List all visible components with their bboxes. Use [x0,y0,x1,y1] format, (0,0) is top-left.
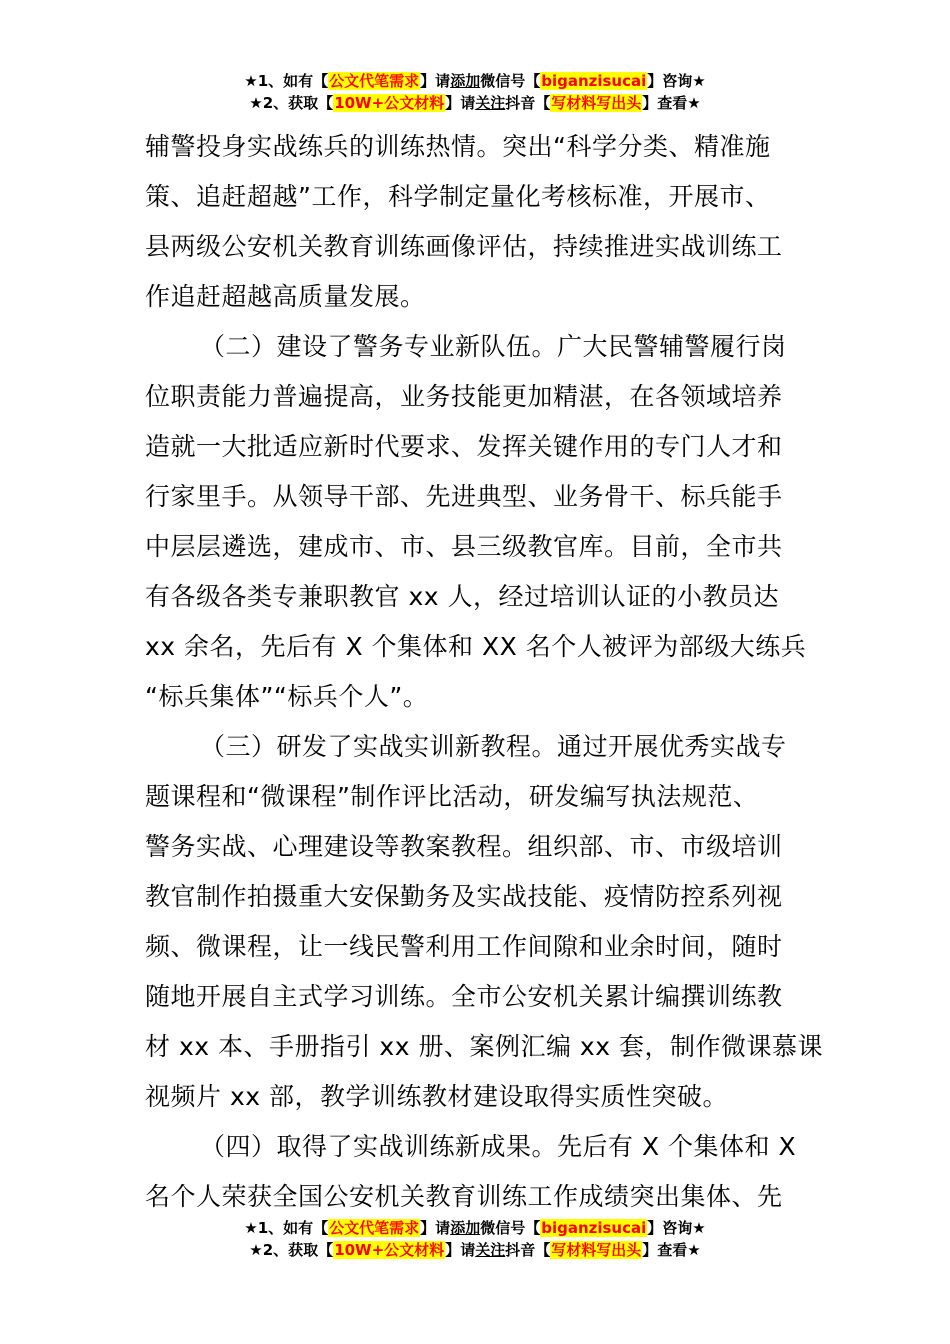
section-heading-3: （三）研发了实战实训新教程。通过开展优秀实战专 [200,732,787,761]
banner-text: 】请 [420,72,451,90]
body-line: 有各级各类专兼职教官 xx 人，经过培训认证的小教员达 [145,582,779,611]
body-line: 名个人荣获全国公安机关教育训练工作成绩突出集体、先 [145,1182,783,1211]
banner-highlight: biganzisucai [541,1219,647,1237]
banner-highlight: 公文代笔需求 [329,72,420,90]
body-line: 作追赶超越高质量发展。 [145,282,426,311]
banner-text: 抖音【 [505,94,551,112]
body-line: 教官制作拍摄重大安保勤务及实战技能、疫情防控系列视 [145,882,783,911]
banner-highlight: 10W+公文材料 [334,1241,445,1259]
banner-text: 】请 [420,1219,451,1237]
body-line: 材 xx 本、手册指引 xx 册、案例汇编 xx 套，制作微课慕课 [145,1032,823,1061]
body-line: xx 余名，先后有 X 个集体和 XX 名个人被评为部级大练兵 [145,632,807,661]
banner-text: ★1、如有【 [244,1219,329,1237]
banner-text: 】查看★ [642,1241,701,1259]
banner-underline: 关注 [475,94,506,112]
banner-underline: 添加 [450,72,481,90]
banner-highlight: 写材料写出头 [551,94,642,112]
banner-text: 】请 [445,1241,476,1259]
banner-text: 抖音【 [505,1241,551,1259]
body-line: 造就一大批适应新时代要求、发挥关键作用的专门人才和 [145,432,783,461]
document-body [145,122,823,1222]
body-line: 行家里手。从领导干部、先进典型、业务骨干、标兵能手 [145,482,783,511]
banner-text: ★1、如有【 [244,72,329,90]
section-heading-2: （二）建设了警务专业新队伍。广大民警辅警履行岗 [200,332,787,361]
section-heading-4: （四）取得了实战训练新成果。先后有 X 个集体和 X [200,1132,797,1161]
banner-text: 】查看★ [642,94,701,112]
body-line: 频、微课程，让一线民警利用工作间隙和业余时间，随时 [145,932,783,961]
body-line: 警务实战、心理建设等教案教程。组织部、市、市级培训 [145,832,783,861]
banner-line-2 [0,92,950,114]
banner-line-1 [0,1217,950,1239]
body-line: “标兵集体”“标兵个人”。 [145,682,429,711]
banner-highlight: 10W+公文材料 [334,94,445,112]
banner-text: 】咨询★ [647,72,706,90]
body-line: 中层层遴选，建成市、市、县三级教官库。目前，全市共 [145,532,783,561]
banner-text: 】咨询★ [647,1219,706,1237]
header-banner [0,70,950,114]
banner-text: 微信号【 [480,1219,541,1237]
body-line: 县两级公安机关教育训练画像评估，持续推进实战训练工 [145,232,783,261]
banner-underline: 关注 [475,1241,506,1259]
banner-highlight: 公文代笔需求 [329,1219,420,1237]
banner-line-2 [0,1239,950,1261]
banner-text: ★2、获取【 [249,1241,334,1259]
banner-line-1 [0,70,950,92]
body-line: 辅警投身实战练兵的训练热情。突出“科学分类、精准施 [145,132,771,161]
body-line: 位职责能力普遍提高，业务技能更加精湛，在各领域培养 [145,382,783,411]
banner-text: 】请 [445,94,476,112]
banner-highlight: biganzisucai [541,72,647,90]
banner-text: 微信号【 [480,72,541,90]
body-line: 随地开展自主式学习训练。全市公安机关累计编撰训练教 [145,982,783,1011]
banner-highlight: 写材料写出头 [551,1241,642,1259]
banner-text: ★2、获取【 [249,94,334,112]
body-line: 视频片 xx 部，教学训练教材建设取得实质性突破。 [145,1082,728,1111]
body-line: 题课程和“微课程”制作评比活动，研发编写执法规范、 [145,782,759,811]
banner-underline: 添加 [450,1219,481,1237]
body-line: 策、追赶超越”工作，科学制定量化考核标准，开展市、 [145,182,771,211]
footer-banner [0,1217,950,1261]
